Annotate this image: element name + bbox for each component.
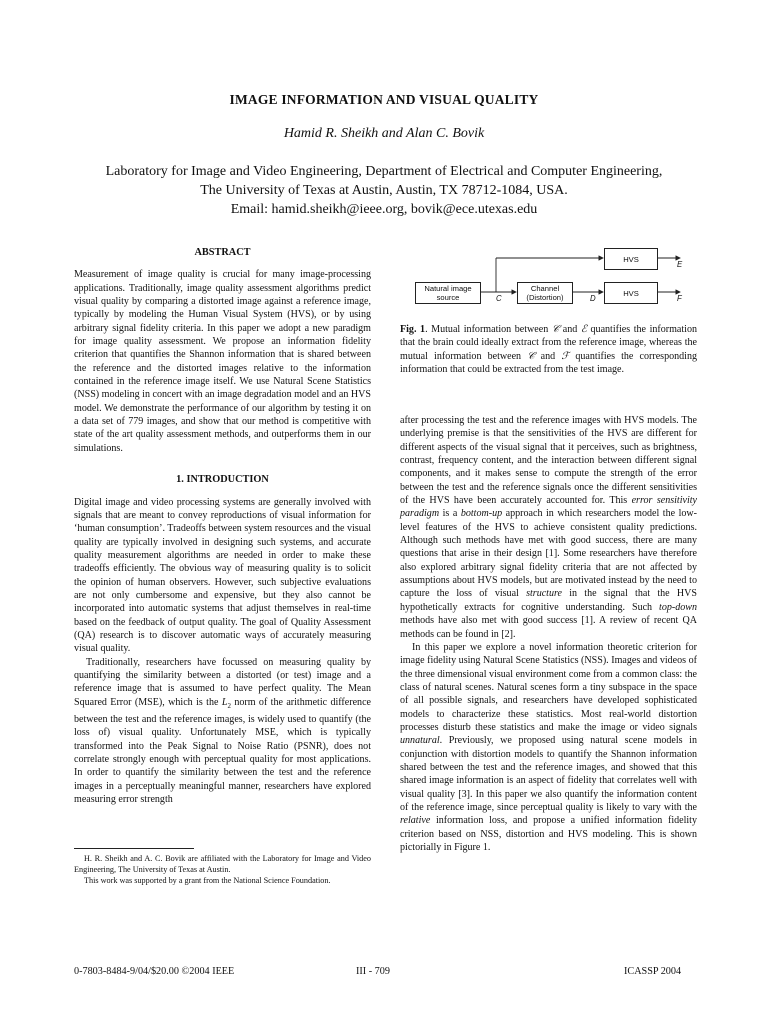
term-unnatural: unnatural [400, 735, 440, 747]
l2-norm-symbol: L [221, 696, 228, 708]
right-p1-c: approach in which researchers model the low-level features of the HVS to achieve consistent quality predictions. Although such methods have met with good success, there are many questions that arise in their design [1]. Some researchers have therefore also explored arbitrary signal fidelity criteria that are not affected by assumptions about HVS models, but are motivated instead by the need to capture the loss of visual [400, 508, 697, 600]
caption-label: Fig. 1 [400, 324, 426, 335]
box-natural-image-source: Natural image source [415, 282, 481, 304]
figure-1-diagram [400, 244, 700, 316]
label-c: C [496, 294, 502, 303]
term-top-down: top-down [659, 601, 697, 613]
footnote-affiliation: H. R. Sheikh and A. C. Bovik are affiliated with the Laboratory for Image and Video Engineering, The University of Texas at Austin. [74, 854, 371, 874]
footnote-grant: This work was supported by a grant from the National Science Foundation. [84, 876, 331, 885]
caption-text-1: . Mutual information between [425, 324, 552, 335]
l2-norm-subscript: 2 [227, 701, 231, 710]
right-column [400, 414, 697, 854]
symbol-c-2: 𝒞 [527, 350, 535, 362]
left-column [74, 246, 371, 806]
label-d: D [590, 294, 596, 303]
right-paragraph-1 [400, 414, 697, 641]
term-bottom-up: bottom-up [460, 508, 503, 520]
footnote-rule [74, 848, 194, 849]
box-channel-distortion: Channel (Distortion) [517, 282, 573, 304]
affiliation-line-2: The University of Texas at Austin, Austin, TX 78712-1084, USA. [200, 183, 568, 198]
intro-p2-part-a: Traditionally, researchers have focussed on measuring quality by quantifying the similarity between a distorted (or test) image and a reference image that is assumed to have perfect quality. The Mean Squared Error (MSE), which is the [74, 656, 371, 708]
caption-text-4: and [534, 350, 562, 362]
right-p1-a: after processing the test and the reference images with HVS models. The underlying premise is that the sensitivities of the HVS are different for different aspects of the visual signal that it perceives, such as brightness, contrast, frequency content, and the interaction between different signal components, and it makes sense to compute the strength of the error between the test and the reference signals once the different sensitivities of the HVS have been accurately accounted for. This [400, 415, 697, 507]
abstract-text: Measurement of image quality is crucial for many image-processing applications. Traditionally, image quality assessment algorithms predict visual quality by comparing a distorted image against a reference image, typically by modeling the Human Visual System (HVS), or by using arbitrary signal fidelity criteria. In this paper we adopt a new paradigm for image quality assessment. We propose an information fidelity criterion that quantifies the Shannon information that is shared between the reference and the distorted images relative to the information contained in the reference image itself. We use Natural Scene Statistics (NSS) modeling in concert with an image degradation model and an HVS model. We demonstrate the performance of our algorithm by testing it on a data set of 779 images, and show that our method is competitive with state of the art quality assessment methods, and outperforms them in our simulations. [74, 269, 371, 454]
caption-text-5: quantifies the corresponding information that could be extracted from the test image. [400, 350, 698, 376]
right-p2-a: In this paper we explore a novel information theoretic criterion for image fidelity using Natural Scene Statistics (NSS). Images and videos of the three dimensional visual environment come from a common class: the class of natural scenes. Natural scenes form a tiny subspace in the space of all possible signals, and researchers have developed sophisticated models to characterize these statistics. Most real-world distortion processes disturb these statistics and make the image or video signals [400, 641, 697, 733]
affiliation-line-1: Laboratory for Image and Video Engineering, Department of Electrical and Computer Engineering, [105, 164, 663, 179]
footer-venue: ICASSP 2004 [624, 966, 682, 977]
affiliation-email: Email: hamid.sheikh@ieee.org, bovik@ece.utexas.edu [230, 202, 538, 217]
box-hvs-top: HVS [604, 248, 658, 270]
paper-authors: Hamid R. Sheikh and Alan C. Bovik [283, 126, 485, 141]
paper-title: IMAGE INFORMATION AND VISUAL QUALITY [229, 92, 539, 107]
intro-paragraph-1: Digital image and video processing systems are generally involved with signals that are meant to convey reproductions of visual information for ‘human consumption’. Tradeoffs between system resources and the visual quality are typically involved in designing such systems, and accurate quality measurement algorithms are needed in order to make these tradeoffs efficiently. The obvious way of measuring quality is to solicit the opinion of human observers. However, such subjective evaluations are not only cumbersome and expensive, but they also cannot be incorporated into automatic systems that adjust themselves in real-time based on the feedback of output quality. The goal of Quality Assessment (QA) research is to discover automatic ways of accurately measuring visual quality. [74, 496, 371, 655]
right-p1-d: in the signal that the HVS hypothetically extracts for cognitive understanding. Such [400, 588, 697, 613]
footnote [74, 853, 371, 886]
right-p1-b: is a [439, 508, 461, 520]
caption-text-3: quantifies the information that the brain could ideally extract from the reference image, whereas the mutual information between [400, 324, 698, 362]
right-paragraph-2 [400, 641, 697, 855]
intro-p2-part-b: norm of the arithmetic difference between the test and the reference images, is widely used to quantify (the loss of) visual quality. Unfortunately MSE, which is typically transformed into the Peak Signal to Noise Ratio (PSNR), does not correlate strongly enough with perceptual quality for most applications. In order to quantify the similarity between the test and the reference images in a perceptually meaningful manner, researchers have explored measuring error strength [74, 696, 371, 806]
right-p1-e: methods have also met with good success [1]. A review of recent QA methods can be found in [2]. [400, 615, 697, 640]
author-affiliation [0, 162, 768, 219]
footer-copyright: 0-7803-8484-9/04/$20.00 ©2004 IEEE [74, 966, 235, 977]
right-p2-b: . Previously, we proposed using natural scene models in conjunction with distortion models to quantify the Shannon information shared between the test and the reference images, and showed that this shared image information is an aspect of fidelity that correlates well with visual quality [3]. In this paper we also quantify the information content of the reference image, since perceptual quality is likely to vary with the [400, 735, 697, 813]
symbol-c: 𝒞 [551, 324, 560, 335]
footer-page-number: III - 709 [356, 966, 390, 977]
term-relative: relative [400, 815, 431, 827]
figure-1-caption [400, 323, 697, 376]
label-f: F [677, 294, 682, 303]
introduction-heading: 1. INTRODUCTION [176, 474, 269, 486]
term-structure: structure [526, 588, 562, 600]
abstract-heading: ABSTRACT [194, 247, 251, 258]
symbol-e: ℰ [580, 324, 587, 335]
term-error-sensitivity-paradigm: error sensitivity paradigm [400, 495, 698, 520]
symbol-f: ℱ [561, 350, 570, 362]
box-hvs-bottom: HVS [604, 282, 658, 304]
label-e: E [677, 260, 683, 269]
right-p2-c: information loss, and propose a unified information fidelity criterion based on NSS, distortion and HVS modeling. This is shown pictorially in Figure 1. [400, 815, 697, 853]
caption-text-2: and [559, 324, 581, 335]
intro-paragraph-2 [74, 656, 371, 807]
